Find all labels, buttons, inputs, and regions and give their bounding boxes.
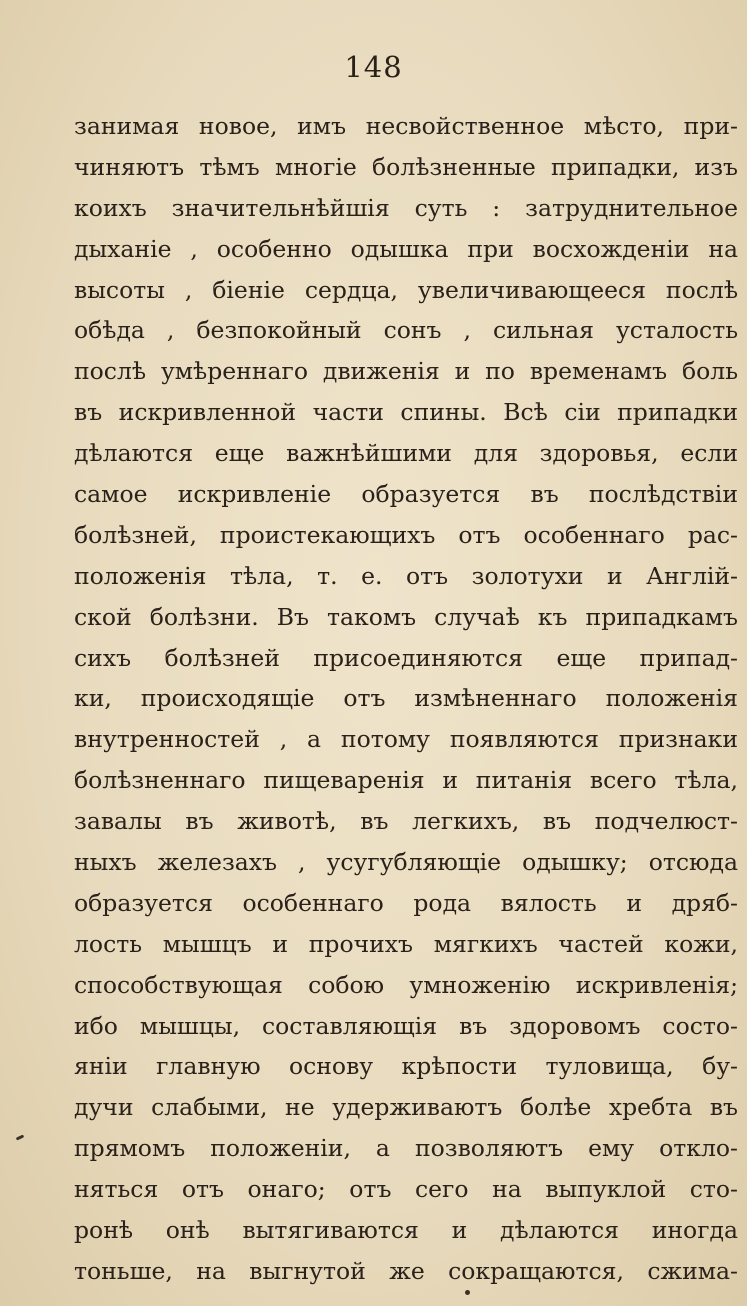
body-text [74,106,738,1292]
text-line: ныхъ железахъ , усугубляющіе одышку; отсюда [74,848,738,877]
text-line: тоньше, на выгнутой же сокращаются, сжима- [74,1256,738,1285]
text-line: болѣзней, проистекающихъ отъ особеннаго рас- [74,520,738,549]
text-line: ки, происходящіе отъ измѣненнаго положенія [74,684,738,713]
text-line: дѣлаются еще важнѣйшими для здоровья, если [74,439,738,468]
text-line: ронѣ онѣ вытягиваются и дѣлаются иногда [74,1216,738,1245]
text-line: занимая новое, имъ несвойственное мѣсто, при- [74,112,738,140]
text-line: няться отъ онаго; отъ сего на выпуклой сто- [74,1175,738,1204]
text-line: въ искривленной части спины. Всѣ сіи припадки [74,398,738,427]
text-line: сихъ болѣзней присоединяются еще припад- [74,643,738,672]
text-line: обѣда , безпокойный сонъ , сильная усталость [74,316,738,345]
ink-dot [465,1290,470,1295]
text-line: дыханіе , особенно одышка при восхожденіи на [74,234,738,263]
page-number: 148 [344,50,403,84]
text-line: дучи слабыми, не удерживаютъ болѣе хребта въ [74,1093,738,1122]
text-line: лость мышцъ и прочихъ мягкихъ частей кожи, [74,929,738,958]
text-line: яніи главную основу крѣпости туловища, бу- [74,1052,738,1081]
text-line: болѣзненнаго пищеваренія и питанія всего тѣла, [74,766,738,795]
text-line: ской болѣзни. Въ такомъ случаѣ къ припадкамъ [74,602,738,631]
text-line: внутренностей , а потому появляются признаки [74,725,738,754]
text-line: положенія тѣла, т. е. отъ золотухи и Англій- [74,561,738,590]
ink-mark [16,1134,25,1140]
text-line: образуется особеннаго рода вялость и дряб- [74,888,738,917]
text-line: ибо мышцы, составляющія въ здоровомъ состо- [74,1011,738,1040]
text-line: способствующая собою умноженію искривленія; [74,970,738,999]
text-line: высоты , біеніе сердца, увеличивающееся послѣ [74,275,738,304]
text-line: чиняютъ тѣмъ многіе болѣзненные припадки, изъ [74,152,738,181]
text-line: послѣ умѣреннаго движенія и по временамъ боль [74,357,738,386]
text-line: коихъ значительнѣйшія суть : затруднительное [74,193,738,222]
text-line: самое искривленіе образуется въ послѣдствіи [74,480,738,509]
text-line: прямомъ положеніи, а позволяютъ ему откло- [74,1134,738,1163]
text-line: завалы въ животѣ, въ легкихъ, въ подчелюст- [74,807,738,836]
